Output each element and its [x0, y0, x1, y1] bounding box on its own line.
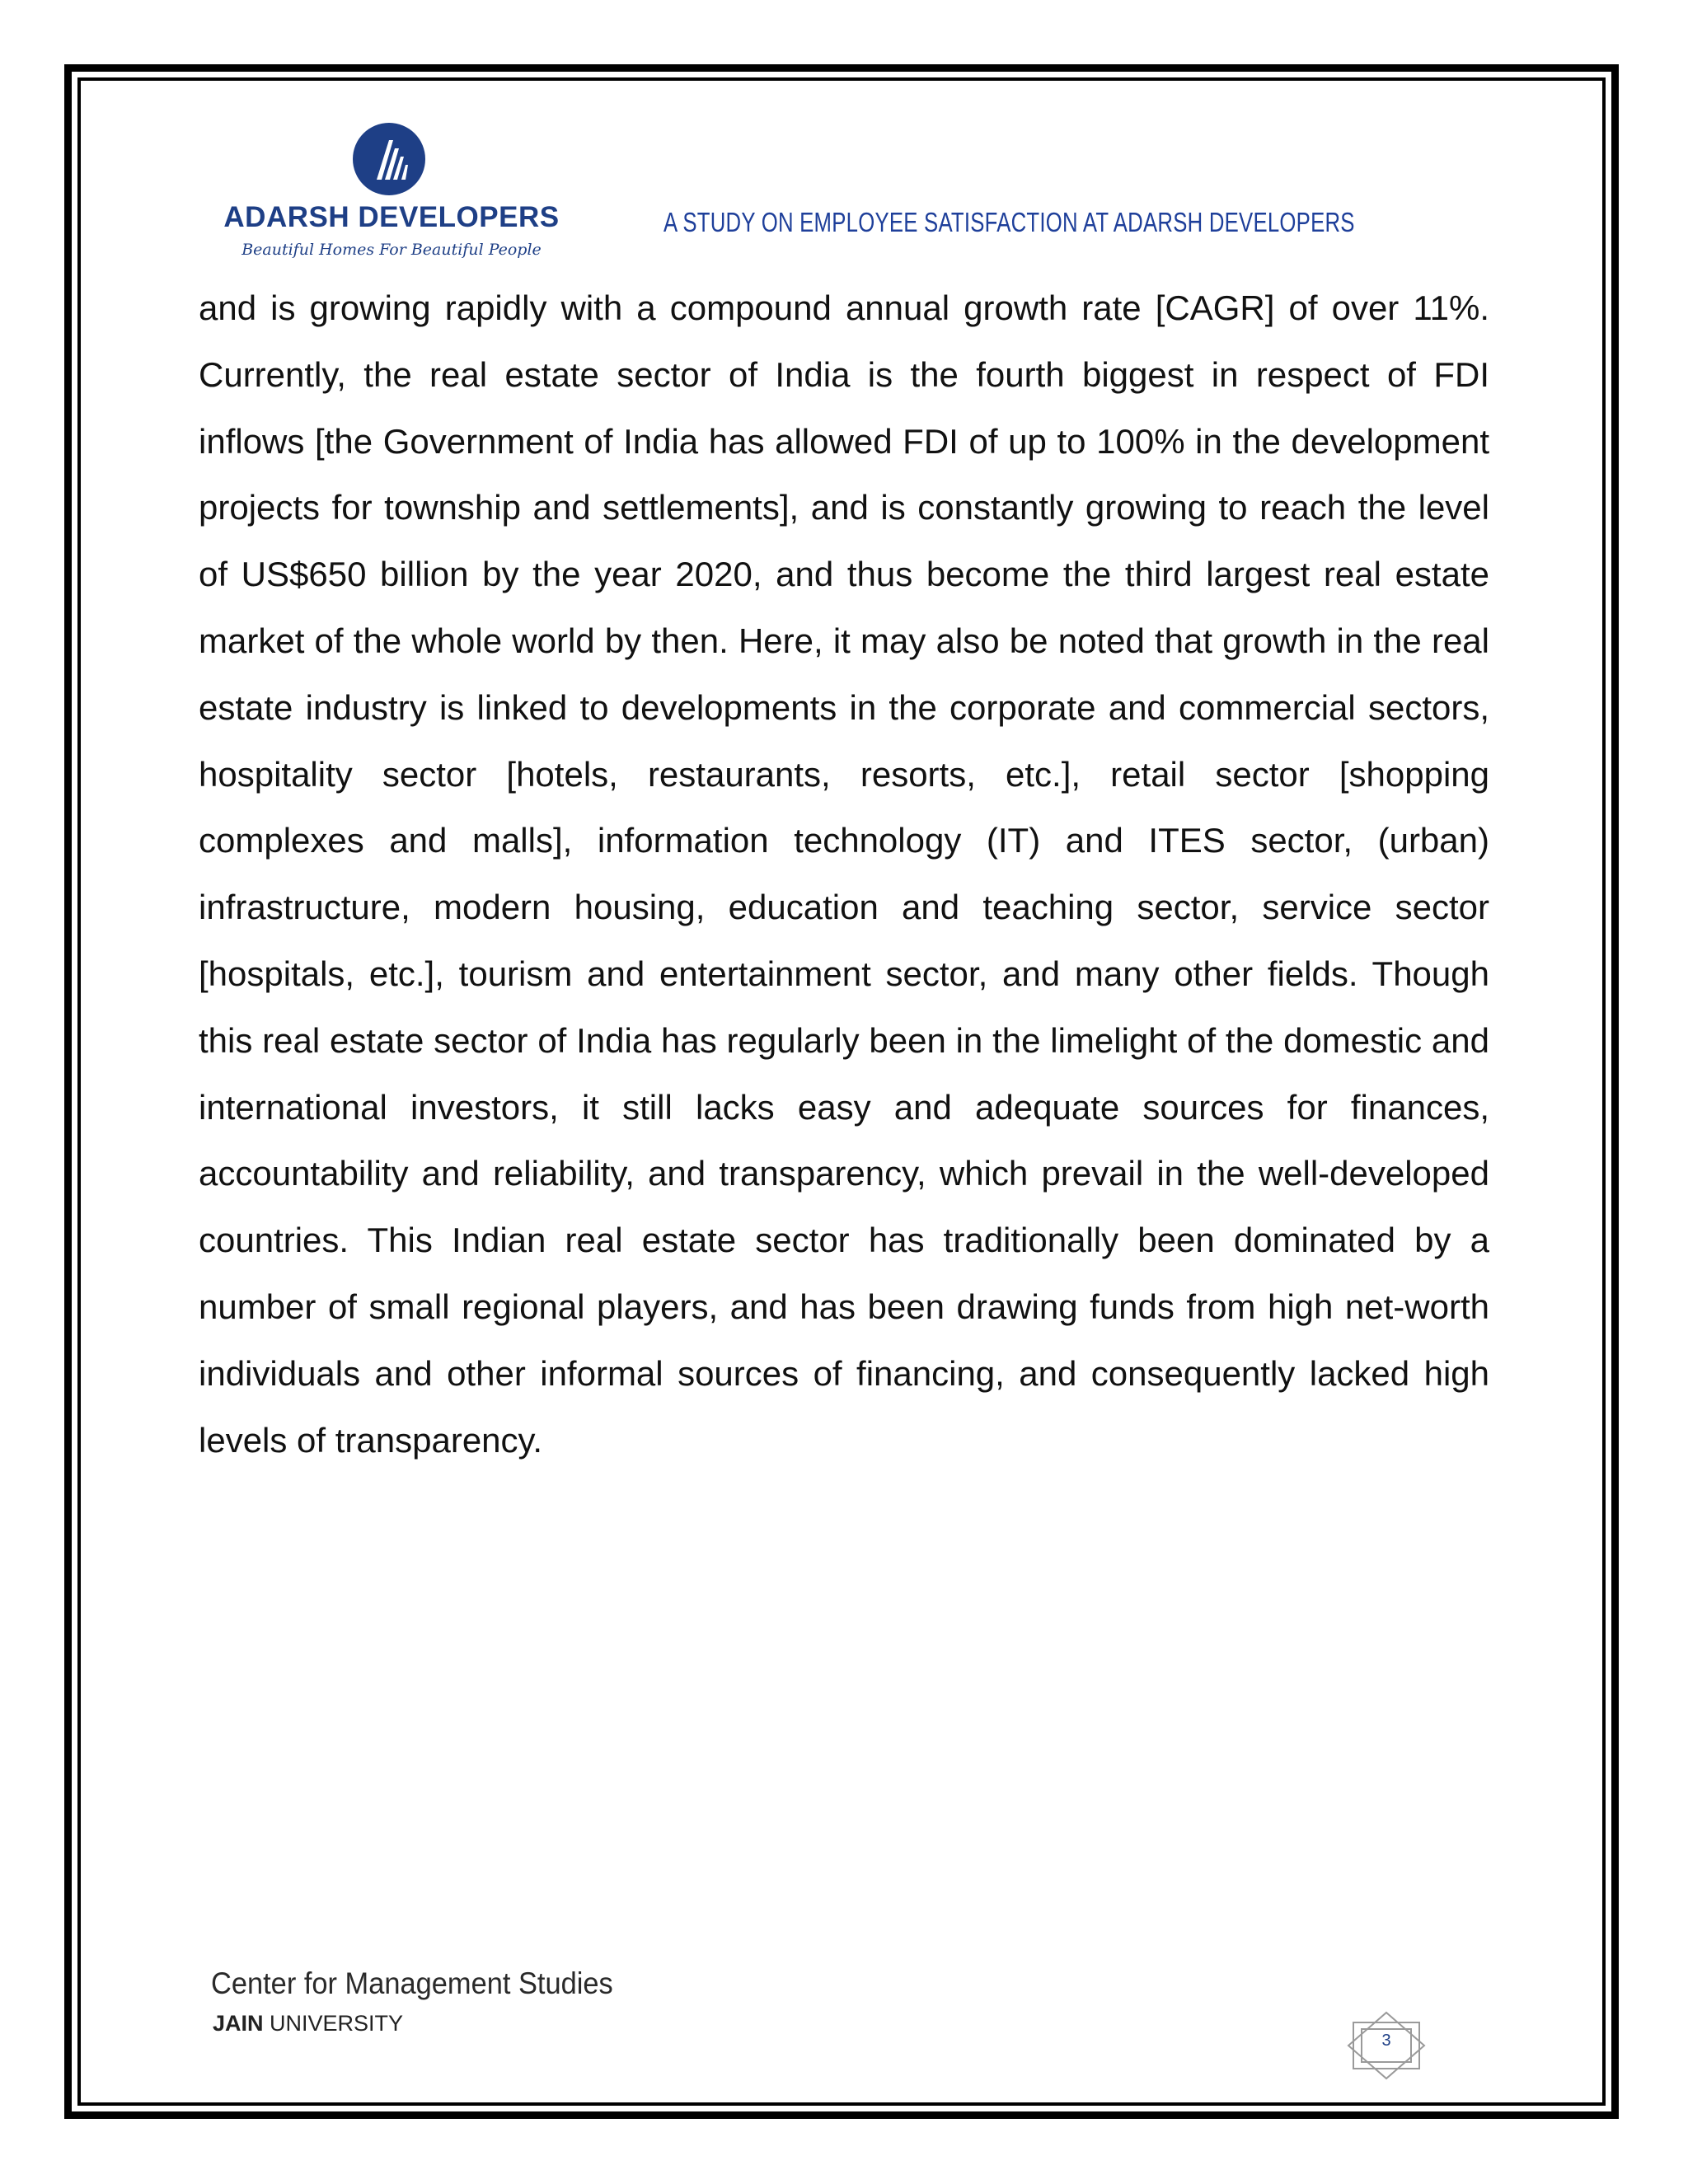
- footer-university-rest: UNIVERSITY: [263, 2011, 404, 2036]
- adarsh-logo: [223, 122, 560, 266]
- page-number: 3: [1381, 2032, 1391, 2050]
- logo-tagline: Beautiful Homes For Beautiful People: [241, 241, 542, 259]
- study-title: A STUDY ON EMPLOYEE SATISFACTION AT ADARSH DEVELOPERS: [663, 207, 1355, 237]
- logo-name: ADARSH DEVELOPERS: [223, 201, 560, 233]
- body-paragraph: and is growing rapidly with a compound annual growth rate [CAGR] of over 11%. Currently, the real estate sector of India is the fourth biggest in respect of FDI inflows [the Government of India has allowed FDI of up to 100% in the development projects for township and settlements], and is constantly growing to reach the level of US$650 billion by the year 2020, and thus become the third largest real estate market of the whole world by then. Here, it may also be noted that growth in the real estate industry is linked to developments in the corporate and commercial sectors, hospitality sector [hotels, restaurants, resorts, etc.], retail sector [shopping complexes and malls], information technology (IT) and ITES sector, (urban) infrastructure, modern housing, education and teaching sector, service sector [hospitals, etc.], tourism and entertainment sector, and many other fields. Though this real estate sector of India has regularly been in the limelight of the domestic and international investors, it still lacks easy and adequate sources for finances, accountability and reliability, and transparency, which prevail in the well-developed countries. This Indian real estate sector has traditionally been dominated by a number of small regional players, and has been drawing funds from high net-worth individuals and other informal sources of financing, and consequently lacked high levels of transparency.: [199, 288, 1489, 1460]
- adarsh-emblem-icon: [352, 122, 426, 196]
- footer-center-name: Center for Management Studies: [211, 1966, 613, 2000]
- footer-university: [213, 2011, 403, 2036]
- footer-university-bold: JAIN: [213, 2011, 264, 2036]
